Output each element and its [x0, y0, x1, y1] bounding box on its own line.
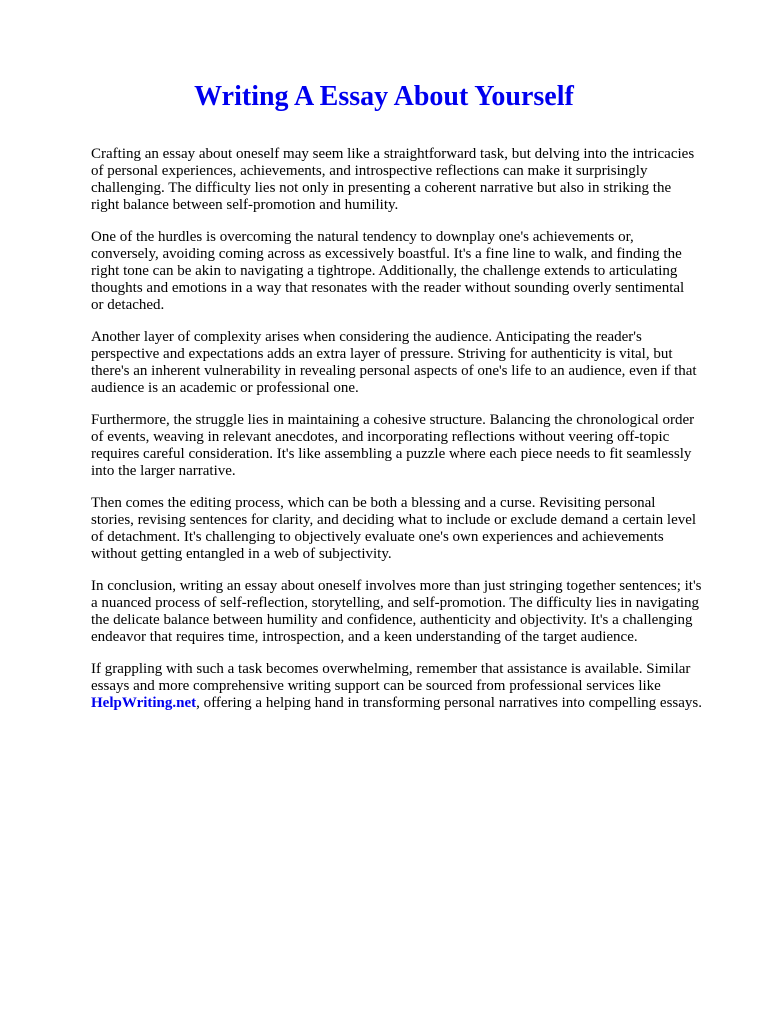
body-paragraph [91, 329, 731, 397]
paragraph-line: challenging. The difficulty lies not only in presenting a coherent narrative but also in striking the [91, 180, 672, 196]
paragraph-line: Crafting an essay about oneself may seem like a straightforward task, but delving into the intricacies [91, 146, 695, 162]
paragraph-line: into the larger narrative. [91, 463, 236, 479]
paragraph-line: right tone can be akin to navigating a tightrope. Additionally, the challenge extends to articulating [91, 263, 678, 279]
paragraph-line: endeavor that requires time, introspection, and a keen understanding of the target audience. [91, 629, 638, 645]
paragraph-line: or detached. [91, 297, 165, 313]
paragraph-list [91, 146, 731, 646]
paragraph-line: thoughts and emotions in a way that resonates with the reader without sounding overly sentimental [91, 280, 685, 296]
paragraph-line: In conclusion, writing an essay about oneself involves more than just stringing together sentences; it's [91, 578, 702, 594]
body-paragraph [91, 578, 731, 646]
paragraph-line: the delicate balance between humility and confidence, authenticity and objectivity. It's a challenging [91, 612, 693, 628]
link-trailing-text: , offering a helping hand in transforming personal narratives into compelling essays. [196, 695, 702, 711]
paragraph-line: Another layer of complexity arises when considering the audience. Anticipating the reader's [91, 329, 642, 345]
paragraph-line: One of the hurdles is overcoming the natural tendency to downplay one's achievements or, [91, 229, 634, 245]
paragraph-line: without getting entangled in a web of subjectivity. [91, 546, 392, 562]
paragraph-line: a nuanced process of self-reflection, storytelling, and self-promotion. The difficulty lies in navigating [91, 595, 700, 611]
paragraph-line: of detachment. It's challenging to objectively evaluate one's own experiences and achievements [91, 529, 664, 545]
paragraph-line [91, 695, 731, 712]
closing-paragraph [91, 661, 731, 712]
paragraph-line: Then comes the editing process, which can be both a blessing and a curse. Revisiting personal [91, 495, 656, 511]
helpwriting-link[interactable]: HelpWriting.net [91, 695, 197, 711]
page-title: Writing A Essay About Yourself [194, 81, 574, 112]
paragraph-line: of events, weaving in relevant anecdotes, and incorporating reflections without veering off-topic [91, 429, 670, 445]
body-paragraph [91, 412, 731, 480]
document-body [91, 146, 731, 727]
paragraph-line: essays and more comprehensive writing support can be sourced from professional services like [91, 678, 661, 694]
body-paragraph [91, 146, 731, 214]
body-paragraph [91, 229, 731, 314]
paragraph-line: requires careful consideration. It's like assembling a puzzle where each piece needs to fit seamlessly [91, 446, 692, 462]
paragraph-line: If grappling with such a task becomes overwhelming, remember that assistance is available. Similar [91, 661, 691, 677]
paragraph-line: stories, revising sentences for clarity, and deciding what to include or exclude demand a certain level [91, 512, 697, 528]
paragraph-line: Furthermore, the struggle lies in maintaining a cohesive structure. Balancing the chronological order [91, 412, 695, 428]
body-paragraph [91, 495, 731, 563]
paragraph-line: there's an inherent vulnerability in revealing personal aspects of one's life to an audience, even if that [91, 363, 697, 379]
paragraph-line: of personal experiences, achievements, and introspective reflections can make it surprisingly [91, 163, 648, 179]
paragraph-line: perspective and expectations adds an extra layer of pressure. Striving for authenticity is vital, but [91, 346, 673, 362]
paragraph-line: audience is an academic or professional one. [91, 380, 359, 396]
paragraph-line: right balance between self-promotion and humility. [91, 197, 399, 213]
paragraph-line: conversely, avoiding coming across as excessively boastful. It's a fine line to walk, and finding the [91, 246, 682, 262]
